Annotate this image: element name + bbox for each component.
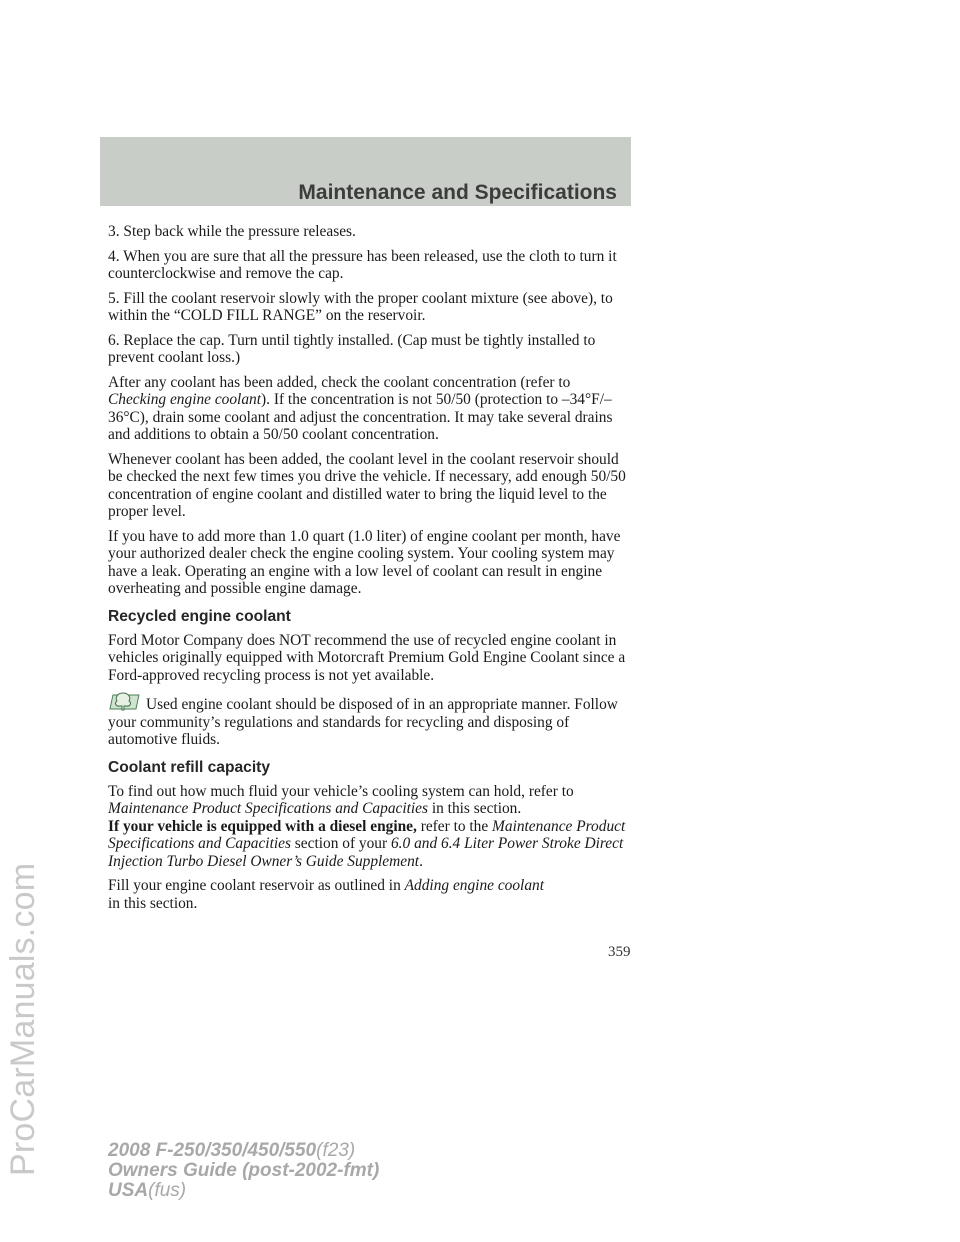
cross-reference: Adding engine coolant <box>404 877 544 894</box>
environment-note: Used engine coolant should be disposed of in an appropriate manner. Follow your community’s regulations and standards for recycling and disposing of automotive fluids. <box>108 696 632 749</box>
refill-capacity-paragraph: To find out how much fluid your vehicle’s cooling system can hold, refer to Maintenance Product Specifications and Capacities in this section. If your vehicle is equipped with a diesel engine, refer to the Maintenance Product Specifications and Capacities section of your 6.0 and 6.4 Liter Power Stroke Direct Injection Turbo Diesel Owner’s Guide Supplement. <box>108 782 626 870</box>
refill-capacity-heading: Coolant refill capacity <box>108 758 271 776</box>
fill-reservoir-paragraph: Fill your engine coolant reservoir as outlined in Adding engine coolant in this section. <box>108 877 544 912</box>
recycled-coolant-paragraph: Ford Motor Company does NOT recommend the use of recycled engine coolant in vehicles originally equipped with Motorcraft Premium Gold Engine Coolant since a Ford-approved recycling process is not yet available. <box>108 631 626 684</box>
step-4: 4. When you are sure that all the pressure has been released, use the cloth to turn it counterclockwise and remove the cap. <box>108 247 617 282</box>
side-watermark: ProCarManuals.com <box>4 862 42 1176</box>
step-5: 5. Fill the coolant reservoir slowly with the proper coolant mixture (see above), to within the “COLD FILL RANGE” on the reservoir. <box>108 289 613 324</box>
cross-reference: Maintenance Product Specifications and Capacities <box>108 800 429 817</box>
step-6: 6. Replace the cap. Turn until tightly installed. (Cap must be tightly installed to prevent coolant loss.) <box>108 331 596 366</box>
coolant-level-paragraph: Whenever coolant has been added, the coolant level in the coolant reservoir should be checked the next few times you drive the vehicle. If necessary, add enough 50/50 concentration of engine coolant and distilled water to bring the liquid level to the proper level. <box>108 450 626 520</box>
section-header-band <box>100 137 631 206</box>
concentration-paragraph: After any coolant has been added, check the coolant concentration (refer to Checking engine coolant). If the concentration is not 50/50 (protection to –34°F/–36°C), drain some coolant and adjust the concentration. It may take several drains and additions to obtain a 50/50 coolant concentration. <box>108 373 613 443</box>
diesel-note-lead: If your vehicle is equipped with a diesel engine, <box>108 817 417 835</box>
cross-reference: Checking engine coolant <box>108 391 262 408</box>
document-footer: 2008 F-250/350/450/550(f23) Owners Guide (post-2002-fmt) USA(fus) <box>108 1140 380 1201</box>
recycled-coolant-heading: Recycled engine coolant <box>108 607 291 625</box>
cross-reference: Maintenance Product Specifications and Capacities <box>108 817 626 852</box>
leak-warning-paragraph: If you have to add more than 1.0 quart (1.0 liter) of engine coolant per month, have your authorized dealer check the engine cooling system. Your cooling system may have a leak. Operating an engine with a low level of coolant can result in engine overheating and possible engine damage. <box>108 527 621 597</box>
cross-reference: 6.0 and 6.4 Liter Power Stroke Direct Injection Turbo Diesel Owner’s Guide Supplement <box>108 835 624 870</box>
page-number: 359 <box>608 944 631 960</box>
step-3: 3. Step back while the pressure releases. <box>108 223 356 240</box>
section-title: Maintenance and Specifications <box>298 181 617 204</box>
page-content <box>108 223 632 919</box>
tree-icon <box>106 690 140 712</box>
